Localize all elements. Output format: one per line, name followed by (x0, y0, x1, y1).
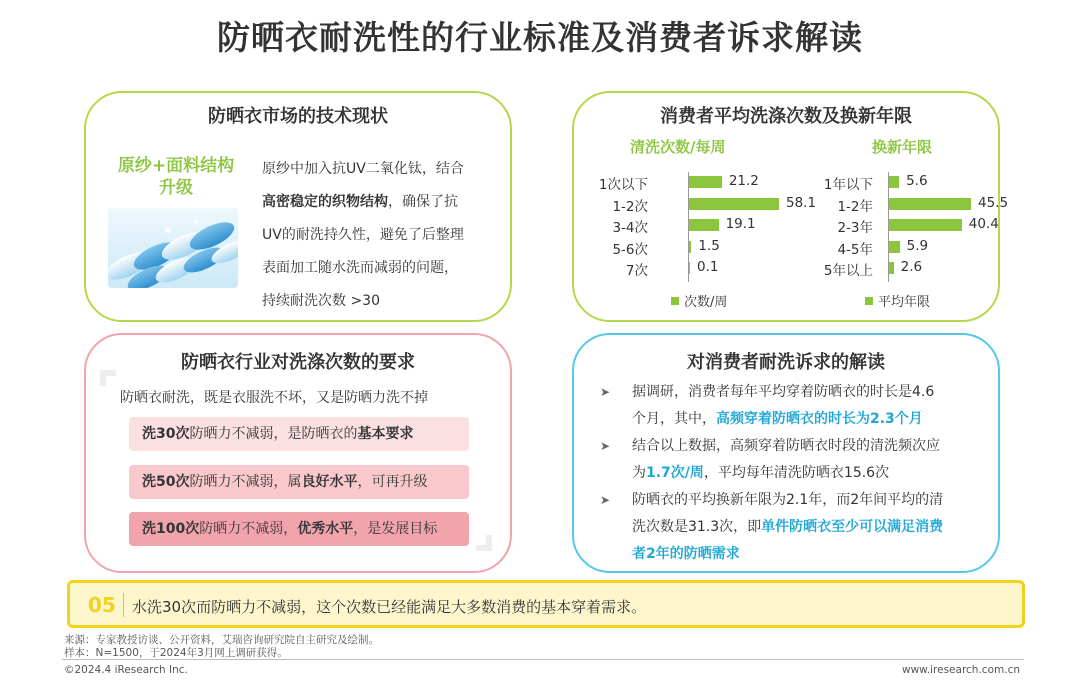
fabric-yarn-image (108, 208, 238, 288)
requirement-item-50 (129, 465, 469, 499)
interpretation-line: 据调研，消费者每年平均穿着防晒衣的时长是4.6 (632, 384, 935, 400)
interpretation-line (632, 514, 982, 541)
interpretation-text: 个月，其中， (632, 411, 716, 427)
renewal-years-bar (889, 219, 962, 231)
weekly-wash-bar (689, 219, 719, 231)
renewal-years-category-label: 1年以下 (823, 177, 873, 193)
requirement-text: 防晒力不减弱，是防晒衣的 (189, 426, 358, 442)
market-text-line: 原纱中加入抗UV二氧化钛，结合 (262, 161, 464, 177)
weekly-wash-category-label: 1次以下 (598, 177, 648, 193)
interpretation-line: 结合以上数据，高频穿着防晒衣时段的清洗频次应 (632, 438, 940, 454)
renewal-years-bar (889, 198, 971, 210)
weekly-wash-legend: 次数/周 (684, 295, 728, 310)
renewal-years-category-label: 4-5年 (837, 241, 873, 258)
renewal-years-value-label: 45.5 (978, 194, 1009, 211)
weekly-wash-value-label: 58.1 (786, 194, 817, 211)
footer-sample: 样本：N=1500，于2024年3月网上调研获得。 (64, 647, 288, 659)
interpretation-line (632, 406, 982, 433)
weekly-wash-category-label: 1-2次 (612, 198, 648, 215)
interpretation-point-1 (632, 379, 982, 433)
weekly-wash-bar (689, 176, 722, 188)
renewal-years-value-label: 40.4 (968, 216, 999, 232)
interpretation-point-2 (632, 433, 982, 487)
yarn-fabric-label-line2: 升级 (159, 178, 193, 198)
weekly-wash-bar (689, 241, 691, 253)
interpretation-point-3 (632, 487, 982, 568)
renewal-years-subtitle: 换新年限 (872, 138, 933, 156)
summary-banner (67, 580, 1025, 628)
interpretation-text: 洗次数是31.3次，即 (632, 519, 762, 535)
footer-source: 来源：专家教授访谈、公开资料，艾瑞咨询研究院自主研究及绘制。 (64, 634, 379, 646)
renewal-years-category-label: 1-2年 (837, 198, 873, 215)
arrow-bullet-icon: ➤ (600, 439, 611, 453)
weekly-wash-value-label: 21.2 (728, 173, 759, 189)
renewal-years-category-label: 2-3年 (837, 220, 873, 236)
renewal-years-bar (889, 262, 894, 274)
footer-copyright: ©2024.4 iResearch Inc. (64, 664, 188, 676)
requirement-count: 洗100次 (142, 521, 200, 537)
weekly-wash-value-label: 19.1 (725, 216, 756, 232)
interpretation-highlight: 高频穿着防晒衣的时长为2.3个月 (716, 411, 923, 427)
weekly-wash-value-label: 0.1 (697, 259, 719, 275)
market-text-rest: ，确保了抗 (388, 194, 458, 210)
requirement-level: 优秀水平 (297, 521, 354, 537)
market-text-bold: 高密稳定的织物结构 (262, 194, 388, 210)
weekly-wash-category-label: 5-6次 (612, 241, 648, 258)
market-text-line: UV的耐洗持久性，避免了后整理 (262, 227, 464, 243)
requirement-item-100 (129, 512, 469, 546)
market-tech-title: 防晒衣市场的技术现状 (208, 106, 388, 127)
yarn-fabric-label-line1: 原纱+面料结构 (117, 156, 235, 176)
page-title: 防晒衣耐洗性的行业标准及消费者诉求解读 (217, 18, 863, 57)
renewal-years-bar (889, 176, 899, 188)
yarn-fabric-label (106, 155, 246, 199)
consumer-interpretation-panel (572, 333, 1000, 573)
renewal-legend: 平均年限 (878, 295, 931, 310)
banner-number: 05 (88, 593, 116, 617)
requirement-count: 洗50次 (142, 474, 190, 490)
renewal-years-value-label: 5.9 (906, 237, 929, 254)
interpretation-line (632, 460, 982, 487)
wash-chart-title: 消费者平均洗涤次数及换新年限 (660, 106, 912, 127)
interpretation-highlight: 1.7次/周 (646, 465, 704, 481)
requirement-level: 良好水平 (301, 474, 358, 490)
consumer-interpretation-title: 对消费者耐洗诉求的解读 (687, 352, 885, 373)
weekly-wash-legend-swatch (671, 297, 679, 305)
requirement-count: 洗30次 (142, 426, 190, 442)
requirement-text: 防晒力不减弱，属 (189, 474, 302, 490)
weekly-wash-category-label: 7次 (625, 263, 648, 279)
market-text-line (262, 186, 498, 219)
renewal-years-value-label: 2.6 (900, 259, 923, 275)
arrow-bullet-icon: ➤ (600, 385, 611, 399)
requirement-text: ，可再升级 (357, 474, 428, 490)
interpretation-highlight: 单件防晒衣至少可以满足消费 (761, 519, 944, 535)
decor-corner (476, 535, 492, 551)
weekly-wash-bar (689, 198, 779, 210)
interpretation-line: 防晒衣的平均换新年限为2.1年，而2年间平均的清 (632, 492, 944, 508)
weekly-wash-category-label: 3-4次 (612, 220, 648, 236)
interpretation-text: 为 (632, 465, 646, 481)
requirement-text: ，是发展目标 (353, 521, 438, 537)
requirement-intro: 防晒衣耐洗，既是衣服洗不坏，又是防晒力洗不掉 (120, 390, 428, 406)
market-text-line: 持续耐洗次数 >30 (262, 293, 380, 309)
requirement-text: 防晒力不减弱， (199, 521, 298, 537)
renewal-years-category-label: 5年以上 (823, 263, 873, 279)
requirement-level: 基本要求 (357, 426, 414, 442)
weekly-wash-subtitle: 清洗次数/每周 (630, 138, 726, 156)
footer-divider (62, 659, 1024, 660)
banner-divider (123, 593, 124, 617)
arrow-bullet-icon: ➤ (600, 493, 611, 507)
wash-chart-panel (572, 91, 1009, 322)
market-tech-panel (84, 91, 512, 322)
footer-url: www.iresearch.com.cn (901, 664, 1020, 676)
renewal-years-value-label: 5.6 (906, 173, 928, 189)
weekly-wash-value-label: 1.5 (698, 237, 720, 254)
market-tech-description (262, 153, 498, 318)
industry-requirement-title: 防晒衣行业对洗涤次数的要求 (181, 352, 415, 373)
renewal-years-bar (889, 241, 900, 253)
interpretation-highlight: 者2年的防晒需求 (632, 546, 740, 562)
requirement-item-30 (129, 417, 469, 451)
weekly-wash-bar (689, 262, 690, 274)
interpretation-text: ，平均每年清洗防晒衣15.6次 (703, 465, 890, 481)
banner-text: 水洗30次而防晒力不减弱，这个次数已经能满足大多数消费的基本穿着需求。 (132, 598, 647, 616)
renewal-legend-swatch (865, 297, 873, 305)
market-text-line: 表面加工随水洗而减弱的问题， (262, 260, 458, 276)
industry-requirement-panel (84, 333, 512, 573)
